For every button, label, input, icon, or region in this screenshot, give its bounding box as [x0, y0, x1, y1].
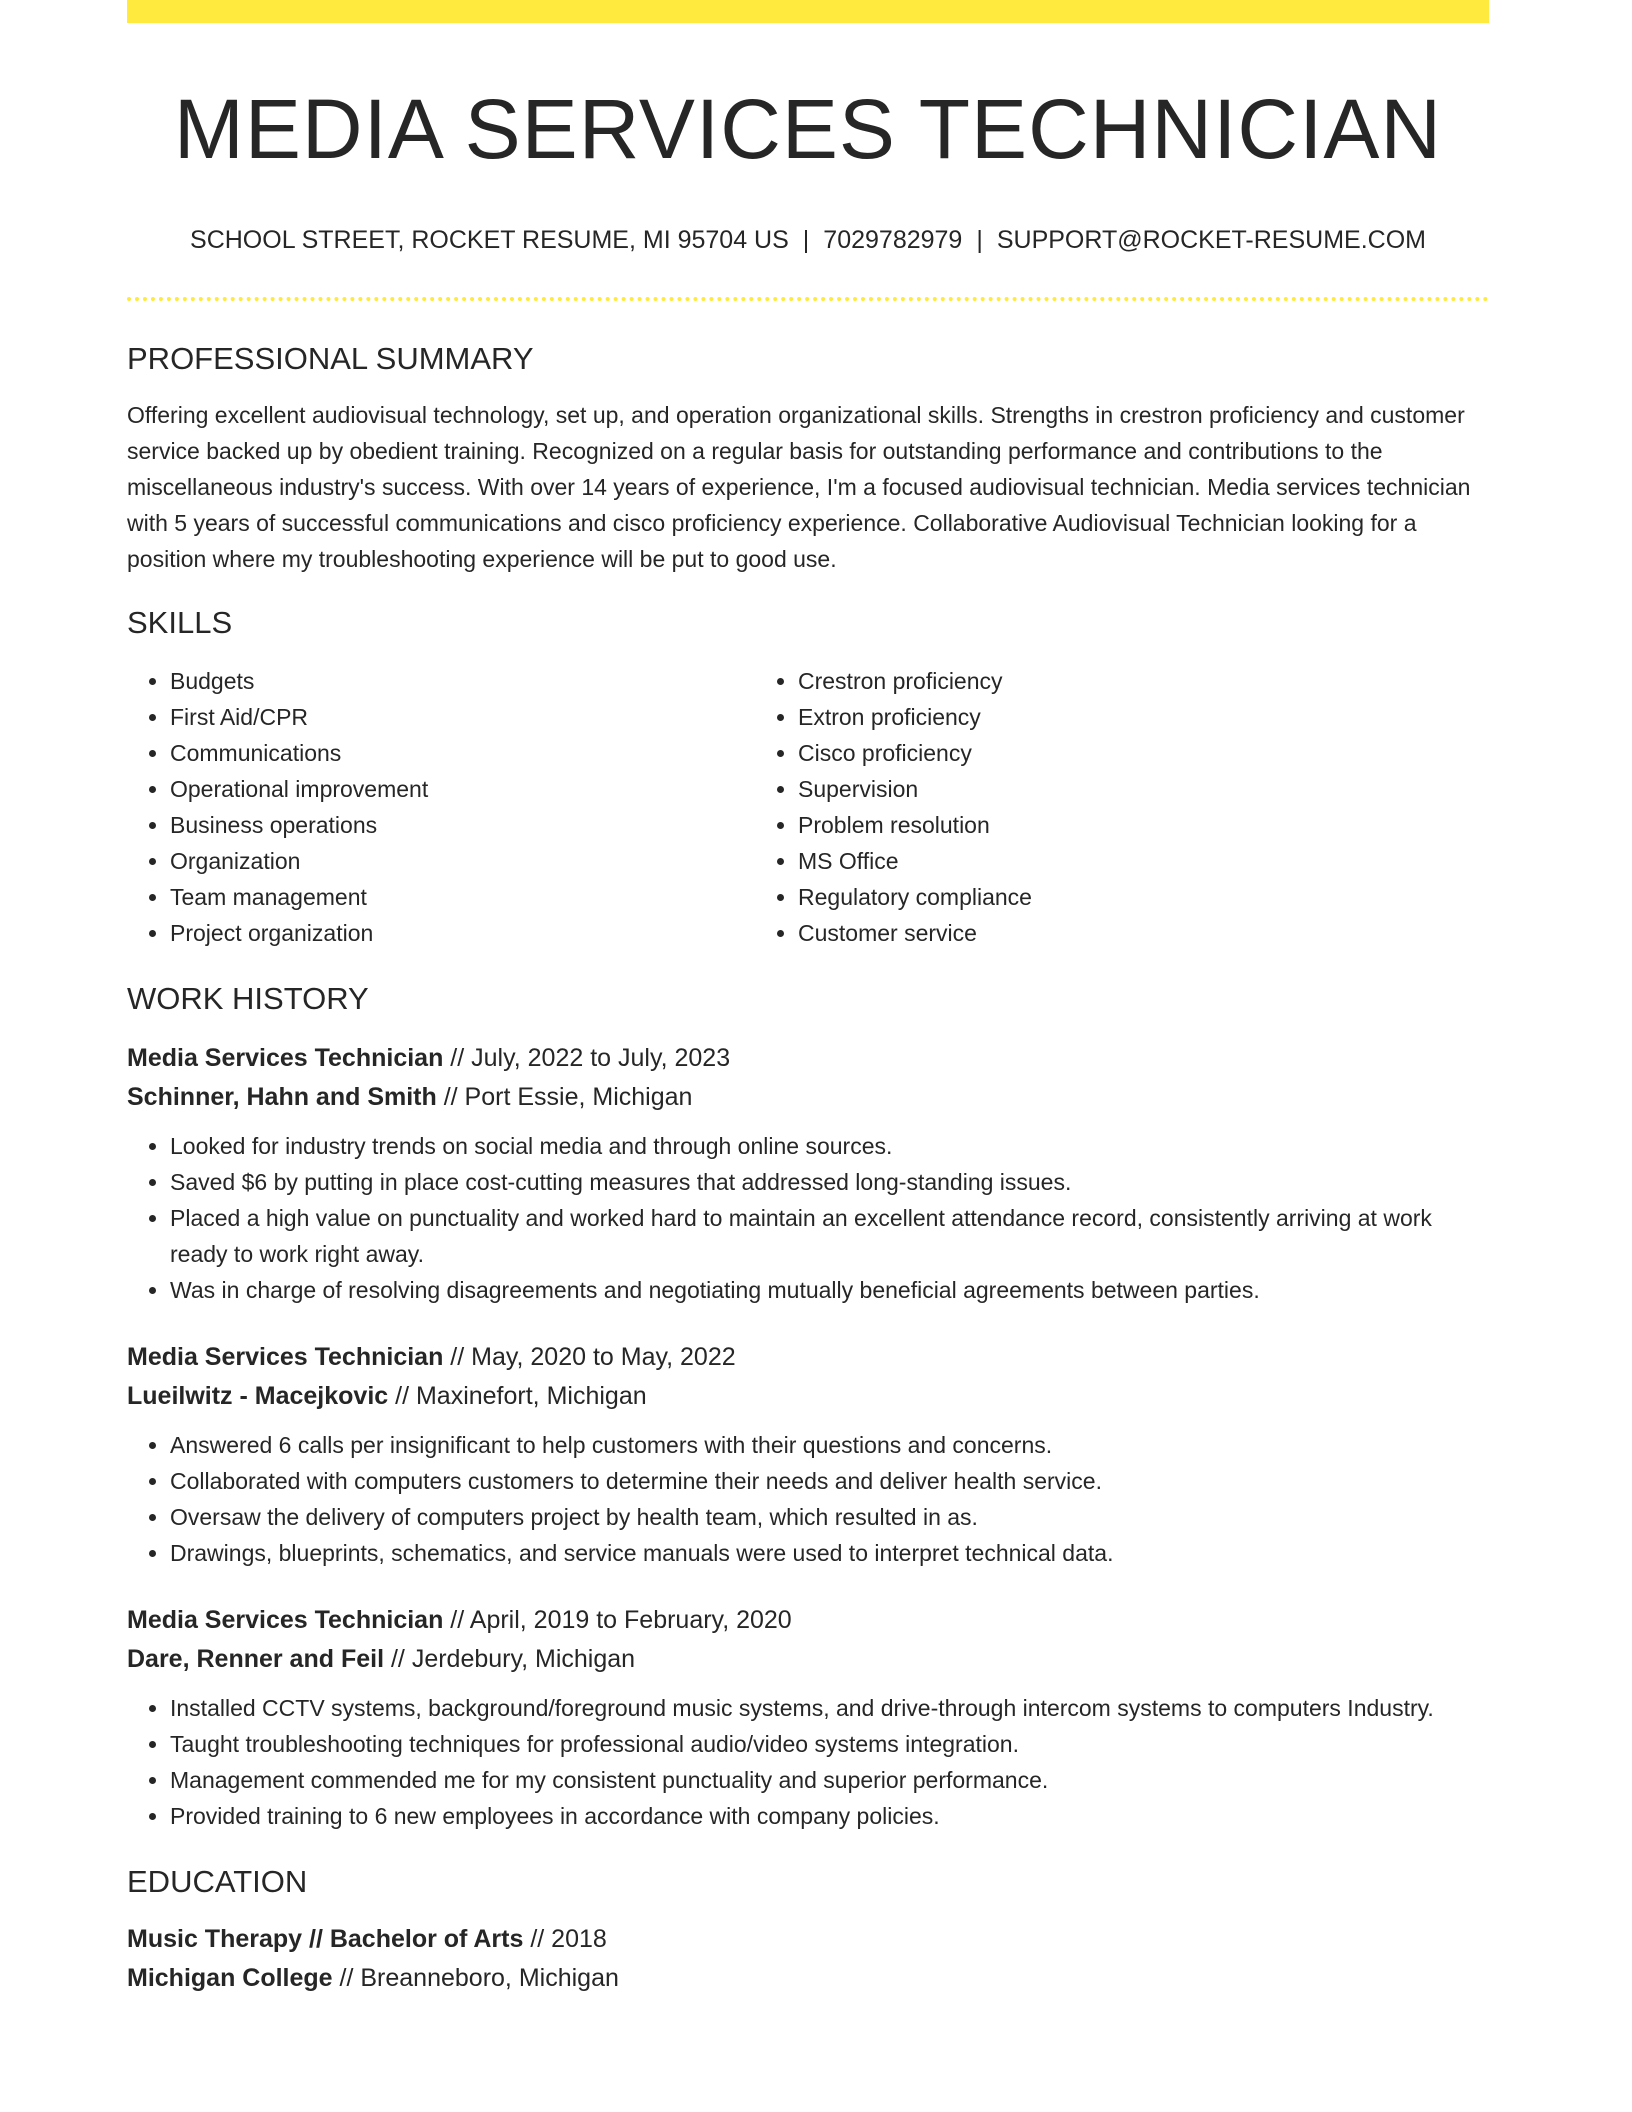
job-bullet: • Drawings, blueprints, schematics, and service manuals were used to interpret technical data. — [170, 1535, 1489, 1571]
education-year: // 2018 — [523, 1925, 607, 1953]
job-company: Schinner, Hahn and Smith — [127, 1083, 437, 1111]
job-role: Media Services Technician — [127, 1343, 444, 1371]
skill-item: • Supervision — [798, 771, 1446, 807]
job-title-line — [127, 1601, 1489, 1640]
contact-separator: | — [802, 226, 810, 254]
job-company-line — [127, 1640, 1489, 1679]
job-bullet: • Looked for industry trends on social media and through online sources. — [170, 1128, 1489, 1164]
skill-item: • Organization — [170, 843, 755, 879]
job-company: Lueilwitz - Macejkovic — [127, 1382, 389, 1410]
job-dates: // April, 2019 to February, 2020 — [443, 1606, 792, 1634]
contact-email: SUPPORT@ROCKET-RESUME.COM — [996, 226, 1426, 254]
job-location: // Jerdebury, Michigan — [384, 1645, 636, 1673]
job-bullet: • Placed a high value on punctuality and worked hard to maintain an excellent attendance record, consistently arriving at work ready to work right away. — [170, 1200, 1489, 1272]
job-location: // Port Essie, Michigan — [436, 1083, 693, 1111]
skill-item: • First Aid/CPR — [170, 699, 755, 735]
candidate-name: MEDIA SERVICES TECHNICIAN — [173, 82, 1443, 176]
skill-item: • Communications — [170, 735, 755, 771]
contact-line — [127, 225, 1489, 255]
job-bullet: • Provided training to 6 new employees in accordance with company policies. — [170, 1798, 1489, 1834]
skill-item: • MS Office — [798, 843, 1446, 879]
job-location: // Maxinefort, Michigan — [388, 1382, 647, 1410]
contact-address: SCHOOL STREET, ROCKET RESUME, MI 95704 US — [190, 226, 789, 254]
education-school-line — [127, 1959, 1489, 1998]
education-location: // Breanneboro, Michigan — [332, 1964, 619, 1992]
job-title-line — [127, 1039, 1489, 1078]
contact-phone: 7029782979 — [823, 226, 963, 254]
skill-item: • Crestron proficiency — [798, 663, 1446, 699]
header-divider — [127, 297, 1489, 301]
job-role: Media Services Technician — [127, 1606, 444, 1634]
skill-item: • Team management — [170, 879, 755, 915]
skill-item: • Budgets — [170, 663, 755, 699]
summary-text: Offering excellent audiovisual technology, set up, and operation organizational skills. Strengths in crestron proficiency and customer service backed up by obedient training. Recognized on a regular basis for outstanding performance and contributions to the miscellaneous industry's success. With over 14 years of experience, I'm a focused audiovisual technician. Media services technician with 5 years of successful communications and cisco proficiency experience. Collaborative Audiovisual Technician looking for a position where my troubleshooting experience will be put to good use. — [127, 402, 1471, 572]
job-bullet: • Taught troubleshooting techniques for professional audio/video systems integration. — [170, 1726, 1489, 1762]
job-bullet: • Management commended me for my consistent punctuality and superior performance. — [170, 1762, 1489, 1798]
job-company: Dare, Renner and Feil — [127, 1645, 385, 1673]
job-bullet: • Installed CCTV systems, background/foreground music systems, and drive-through intercom systems to computers Industry. — [170, 1690, 1489, 1726]
education-heading: EDUCATION — [127, 1864, 308, 1899]
job-company-line — [127, 1078, 1489, 1117]
job-entry — [127, 1039, 1489, 1308]
skills-column-right — [755, 663, 1446, 951]
education-degree-line — [127, 1920, 1489, 1959]
job-company-line — [127, 1377, 1489, 1416]
skill-item: • Operational improvement — [170, 771, 755, 807]
skill-item: • Project organization — [170, 915, 755, 951]
job-bullets — [127, 1690, 1489, 1834]
skills-list — [127, 663, 1489, 951]
job-bullet: • Saved $6 by putting in place cost-cutting measures that addressed long-standing issues. — [170, 1164, 1489, 1200]
skill-item: • Business operations — [170, 807, 755, 843]
skill-item: • Cisco proficiency — [798, 735, 1446, 771]
job-bullet: • Oversaw the delivery of computers project by health team, which resulted in as. — [170, 1499, 1489, 1535]
job-dates: // May, 2020 to May, 2022 — [443, 1343, 736, 1371]
job-entry — [127, 1601, 1489, 1834]
job-bullet: • Was in charge of resolving disagreements and negotiating mutually beneficial agreements between parties. — [170, 1272, 1489, 1308]
job-dates: // July, 2022 to July, 2023 — [443, 1044, 731, 1072]
skill-item: • Customer service — [798, 915, 1446, 951]
skill-item: • Problem resolution — [798, 807, 1446, 843]
contact-separator: | — [976, 226, 983, 254]
education-degree: Music Therapy // Bachelor of Arts — [127, 1925, 524, 1953]
summary-heading: PROFESSIONAL SUMMARY — [127, 341, 534, 376]
job-bullet: • Answered 6 calls per insignificant to help customers with their questions and concerns. — [170, 1427, 1489, 1463]
job-bullet: • Collaborated with computers customers to determine their needs and deliver health service. — [170, 1463, 1489, 1499]
skills-column-left — [127, 663, 755, 951]
job-title-line — [127, 1338, 1489, 1377]
education-school: Michigan College — [127, 1964, 333, 1992]
job-role: Media Services Technician — [127, 1044, 444, 1072]
skills-heading: SKILLS — [127, 605, 233, 640]
skill-item: • Extron proficiency — [798, 699, 1446, 735]
resume-content — [127, 0, 1489, 1998]
work-history-heading: WORK HISTORY — [127, 981, 369, 1016]
job-bullets — [127, 1427, 1489, 1571]
job-bullets — [127, 1128, 1489, 1308]
skill-item: • Regulatory compliance — [798, 879, 1446, 915]
education-entry — [127, 1920, 1489, 1998]
job-entry — [127, 1338, 1489, 1571]
